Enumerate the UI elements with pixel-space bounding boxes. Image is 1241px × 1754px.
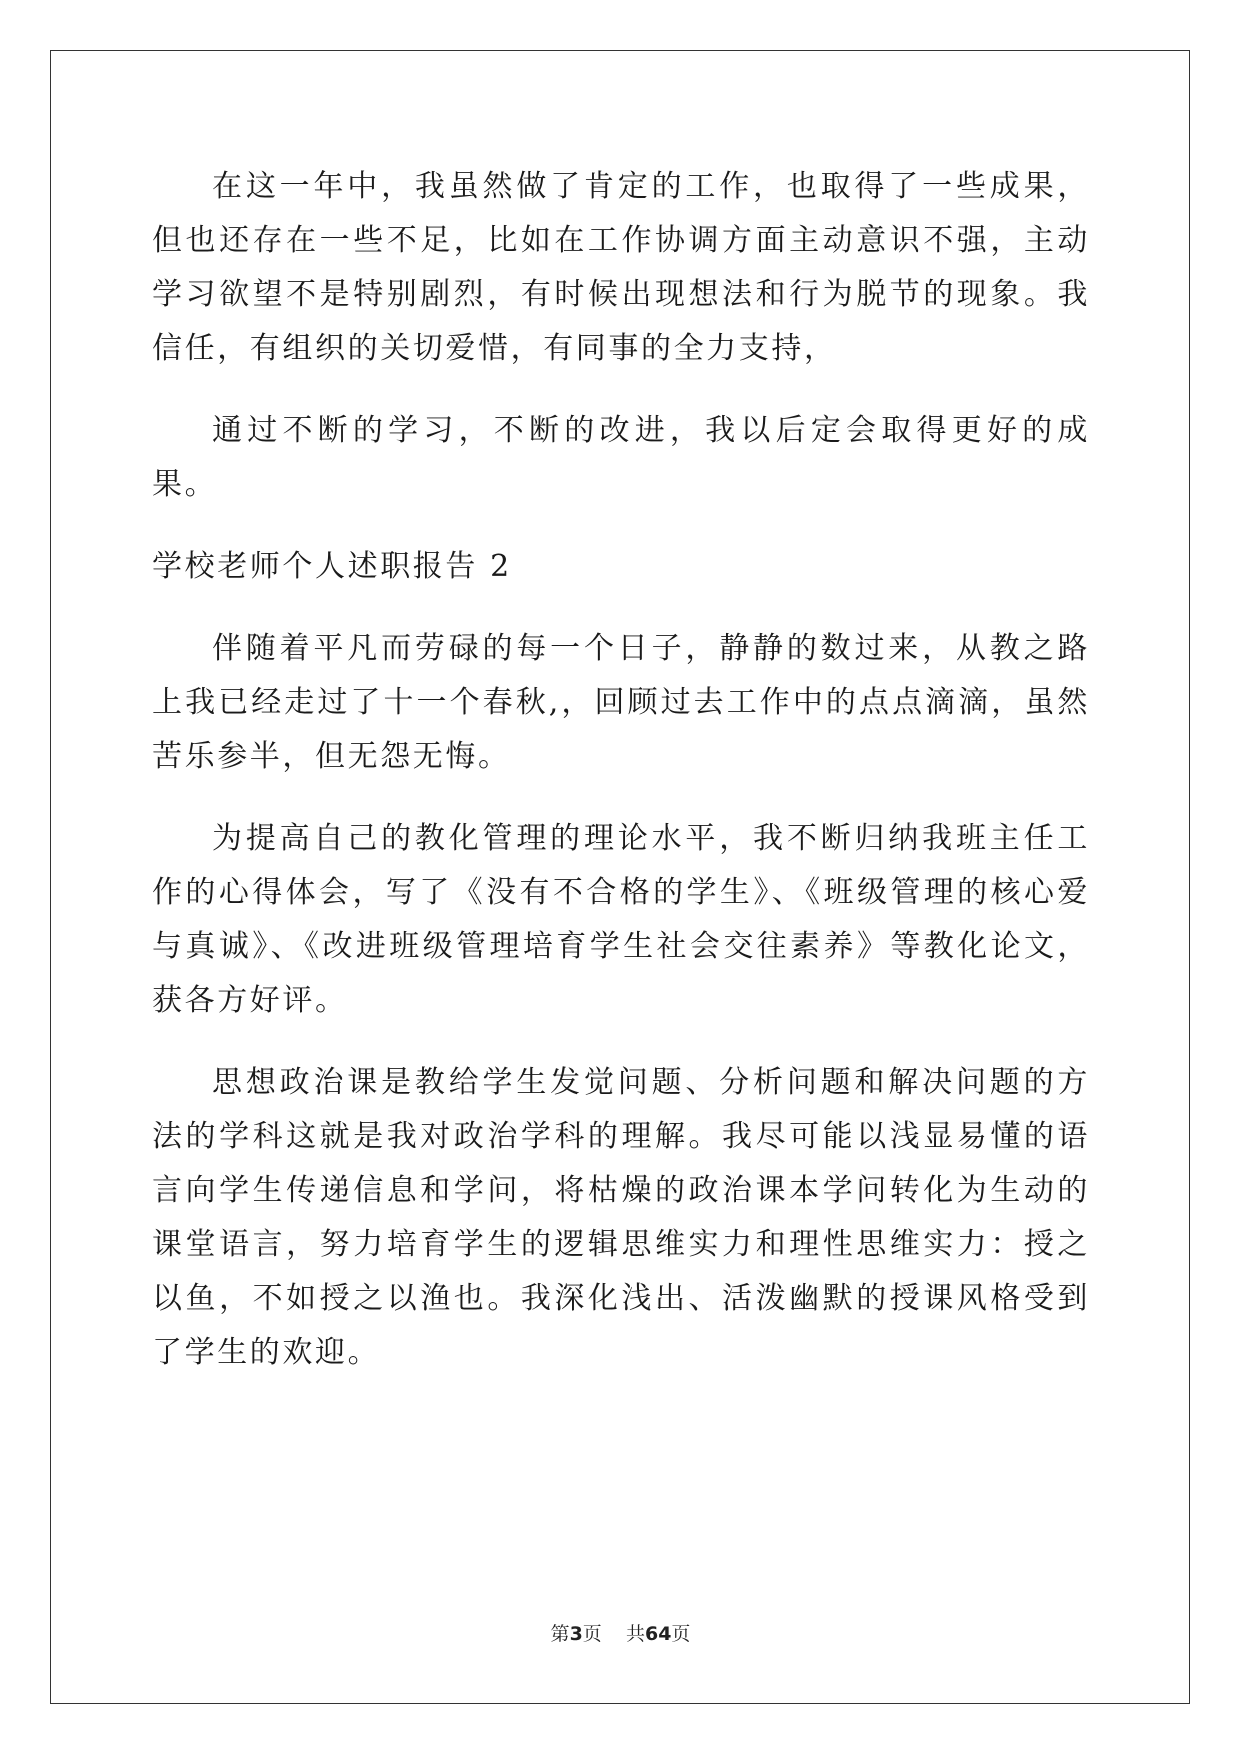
- page-footer: [0, 1622, 1241, 1646]
- paragraph-teaching-years: 伴随着平凡而劳碌的每一个日子，静静的数过来，从教之路上我已经走过了十一个春秋,，回顾过去工作中的点点滴滴，虽然苦乐参半，但无怨无悔。: [152, 631, 1090, 774]
- paragraph-improvement: 通过不断的学习，不断的改进，我以后定会取得更好的成果。: [152, 413, 1090, 502]
- total-page-number: 64: [644, 1623, 672, 1645]
- current-page-number: 3: [569, 1623, 583, 1645]
- document-body: [152, 160, 1090, 1408]
- footer-middle: 页 共: [582, 1623, 645, 1645]
- paragraph-management-theory: 为提高自己的教化管理的理论水平，我不断归纳我班主任工作的心得体会，写了《没有不合格的学生》、《班级管理的核心爱与真诚》、《改进班级管理培育学生社会交往素养》等教化论文，获各方好评。: [152, 821, 1090, 1018]
- paragraph-shortcomings: 在这一年中，我虽然做了肯定的工作，也取得了一些成果，但也还存在一些不足，比如在工作协调方面主动意识不强，主动学习欲望不是特别剧烈，有时候出现想法和行为脱节的现象。我信任，有组织的关切爱惜，有同事的全力支持，: [152, 169, 1090, 366]
- section-heading: 学校老师个人述职报告 2: [152, 549, 512, 584]
- footer-suffix: 页: [671, 1623, 691, 1645]
- paragraph-politics-course: 思想政治课是教给学生发觉问题、分析问题和解决问题的方法的学科这就是我对政治学科的理解。我尽可能以浅显易懂的语言向学生传递信息和学问，将枯燥的政治课本学问转化为生动的课堂语言，努力培育学生的逻辑思维实力和理性思维实力：授之以鱼，不如授之以渔也。我深化浅出、活泼幽默的授课风格受到了学生的欢迎。: [152, 1065, 1090, 1370]
- footer-prefix: 第: [550, 1623, 570, 1645]
